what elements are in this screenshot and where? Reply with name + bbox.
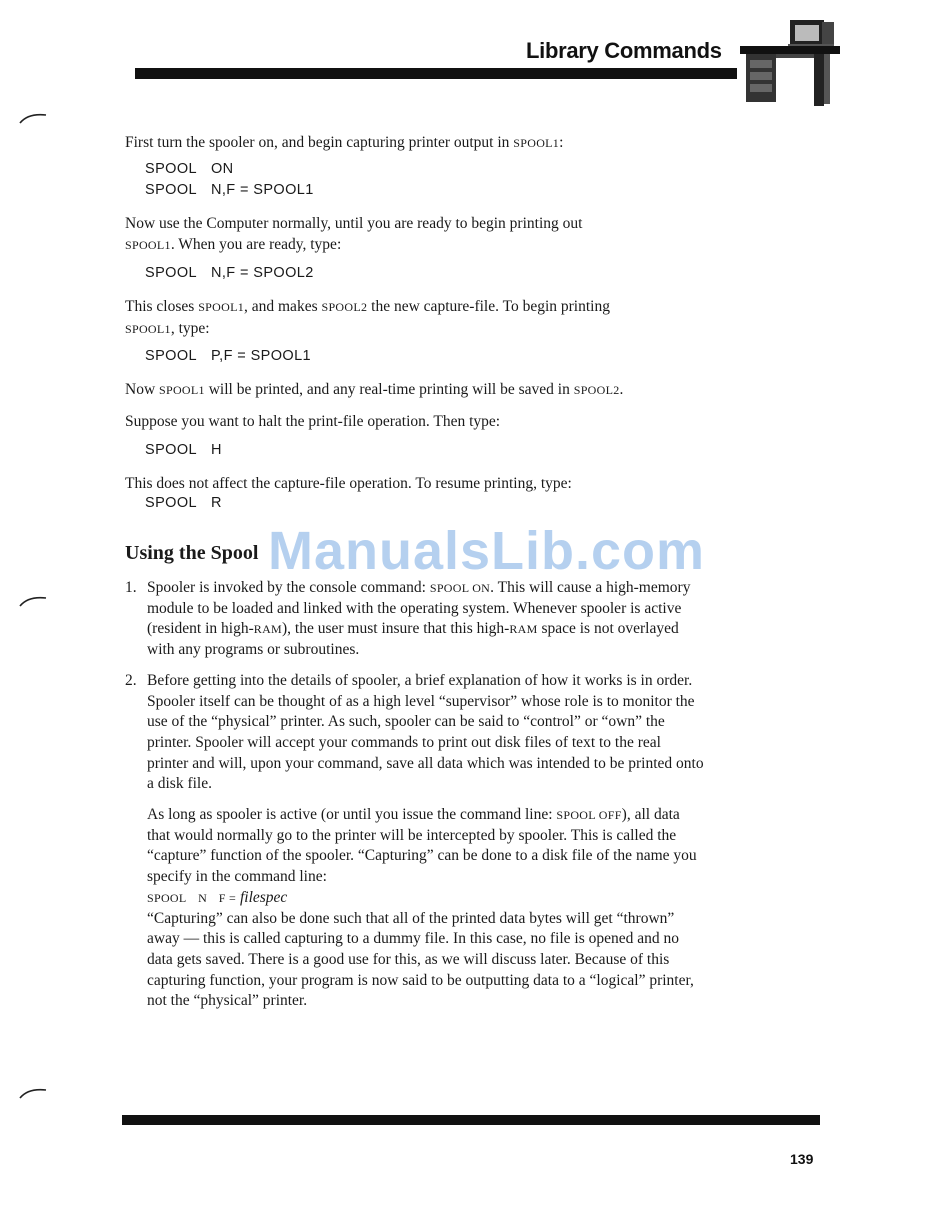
numbered-list xyxy=(125,578,705,1012)
code-block-3: SPOOL P,F = SPOOL1 xyxy=(145,348,312,364)
margin-mark xyxy=(18,111,48,125)
code-block-2: SPOOL N,F = SPOOL2 xyxy=(145,265,314,281)
list-item-2-paragraph-1: Before getting into the details of spooler, a brief explanation of how it works is in order. Spooler itself can be thought of as a high level “supervisor” whose role is to monitor the use of the “physical” printer. As such, spooler can be said to “control” or “own” the printer. Spooler will accept your commands to print out disk files of text to the real printer and will, upon your command, save all data which was intended to be printed onto a disk file. xyxy=(147,671,704,793)
list-item-2-paragraph-2: As long as spooler is active (or until you issue the command line: SPOOL OFF), all data that would normally go to the printer will be intercepted by spooler. This is called the “capture” function of the spooler. “Capturing” can be done to a disk file of the name you specify in the command line: SPOOL N F = filespec “Capturing” can also be done such that all of the printed data bytes will get “thrown” away — this is called capturing to a dummy file. In this case, no file is opened and no data gets saved. There is a good use for this, as we will discuss later. Because of this capturing function, your program is now said to be outputting data to a “logical” printer, not the “physical” printer. xyxy=(147,806,697,1010)
margin-mark xyxy=(18,1086,48,1100)
page-number: 139 xyxy=(790,1151,814,1167)
intro-paragraph-6: This does not affect the capture-file operation. To resume printing, type: xyxy=(125,475,572,492)
code-block-4: SPOOL H xyxy=(145,442,222,458)
computer-desk-illustration xyxy=(738,16,842,112)
header-rule xyxy=(135,68,737,79)
code-block-5: SPOOL R xyxy=(145,495,222,511)
watermark: ManualsLib.com xyxy=(268,521,706,581)
intro-paragraph-5: Suppose you want to halt the print-file operation. Then type: xyxy=(125,413,501,430)
margin-mark xyxy=(18,594,48,608)
intro-paragraph-2: Now use the Computer normally, until you are ready to begin printing out SPOOL1. When you are ready, type: xyxy=(125,215,583,253)
intro-paragraph-3: This closes SPOOL1, and makes SPOOL2 the new capture-file. To begin printing SPOOL1, type: xyxy=(125,298,610,337)
intro-paragraph-1: First turn the spooler on, and begin capturing printer output in SPOOL1: xyxy=(125,134,564,151)
list-item-2 xyxy=(125,671,705,1012)
footer-rule xyxy=(122,1115,820,1125)
list-number: 2. xyxy=(125,671,137,689)
list-number: 1. xyxy=(125,579,137,596)
code-block-1: SPOOL ON SPOOL N,F = SPOOL1 xyxy=(145,161,314,198)
intro-paragraph-4: Now SPOOL1 will be printed, and any real-time printing will be saved in SPOOL2. xyxy=(125,381,624,398)
section-heading: Using the Spool xyxy=(125,542,259,564)
list-item-1: 1. Spooler is invoked by the console command: SPOOL ON. This will cause a high-memory module to be loaded and linked with the operating system. Whenever spooler is active (resident in high-RAM), the user must insure that this high-RAM space is not overlayed with any programs or subroutines. xyxy=(125,579,691,659)
page-header-title: Library Commands xyxy=(526,38,722,63)
